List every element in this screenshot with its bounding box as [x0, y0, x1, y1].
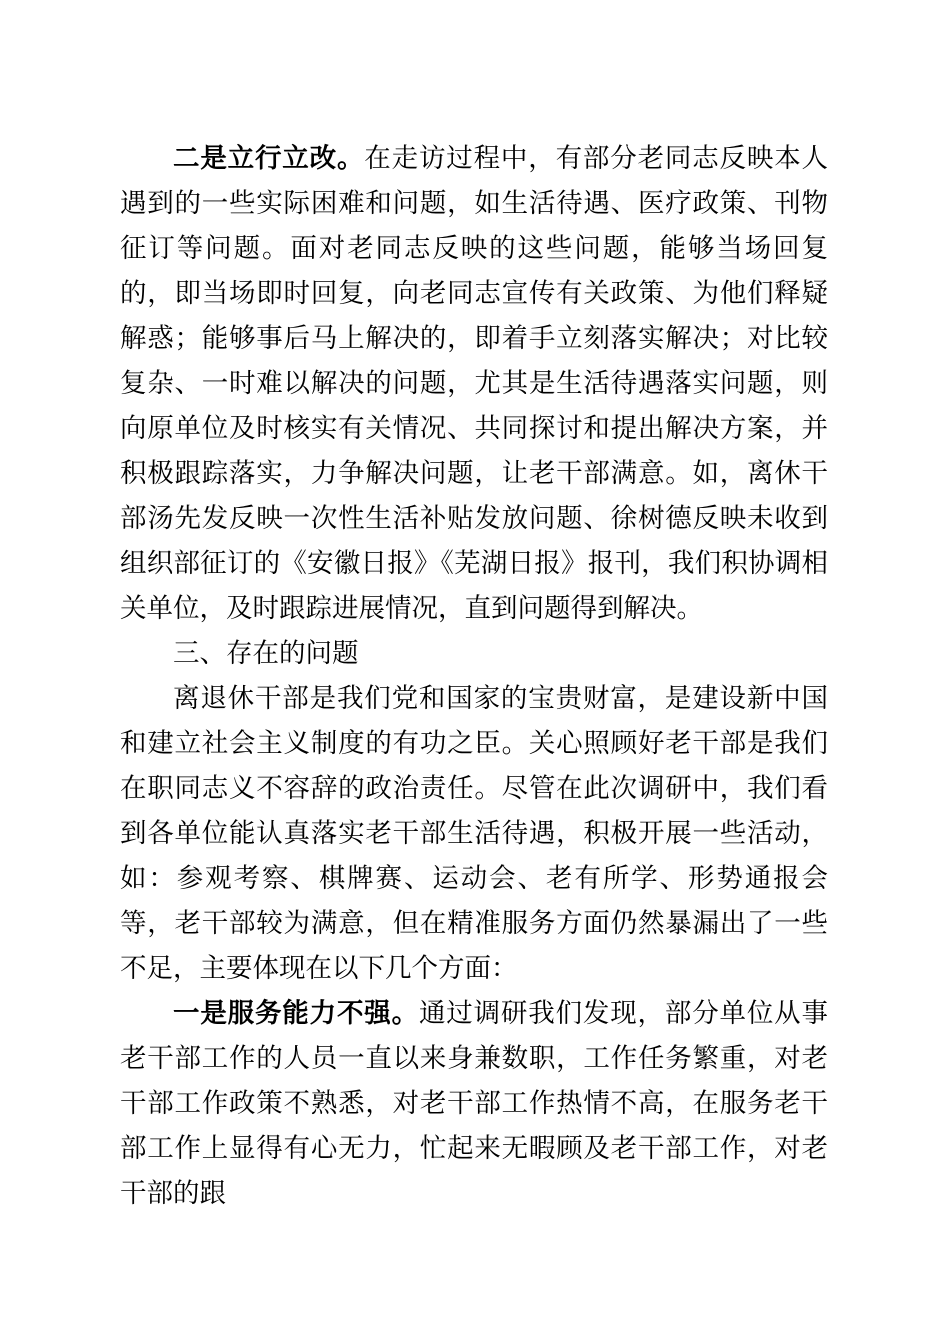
section-heading: 三、存在的问题	[173, 638, 359, 669]
paragraph-body: 离退休干部是我们党和国家的宝贵财富，是建设新中国和建立社会主义制度的有功之臣。关心照顾好老干部是我们在职同志义不容辞的政治责任。尽管在此次调研中，我们看到各单位能认真落实老干部生活待遇，积极开展一些活动，如：参观考察、棋牌赛、运动会、老有所学、形势通报会等，老干部较为满意，但在精准服务方面仍然暴漏出了一些不足，主要体现在以下几个方面：	[120, 683, 828, 984]
document-page	[120, 136, 828, 1216]
paragraph-existing-problems	[120, 676, 828, 991]
paragraph-lead: 一是服务能力不强。	[173, 998, 419, 1029]
paragraph-service-capability	[120, 991, 828, 1216]
paragraph-body: 在走访过程中，有部分老同志反映本人遇到的一些实际困难和问题，如生活待遇、医疗政策、刊物征订等问题。面对老同志反映的这些问题，能够当场回复的，即当场即时回复，向老同志宣传有关政策、为他们释疑解惑；能够事后马上解决的，即着手立刻落实解决；对比较复杂、一时难以解决的问题，尤其是生活待遇落实问题，则向原单位及时核实有关情况、共同探讨和提出解决方案，并积极跟踪落实，力争解决问题，让老干部满意。如，离休干部汤先发反映一次性生活补贴发放问题、徐树德反映未收到组织部征订的《安徽日报》《芜湖日报》报刊，我们积协调相关单位，及时跟踪进展情况，直到问题得到解决。	[120, 143, 829, 624]
paragraph-body: 通过调研我们发现，部分单位从事老干部工作的人员一直以来身兼数职，工作任务繁重，对老干部工作政策不熟悉，对老干部工作热情不高，在服务老干部工作上显得有心无力，忙起来无暇顾及老干部工作，对老干部的跟	[120, 998, 829, 1209]
paragraph-lead: 二是立行立改。	[173, 143, 365, 174]
paragraph-immediate-rectification	[120, 136, 828, 631]
